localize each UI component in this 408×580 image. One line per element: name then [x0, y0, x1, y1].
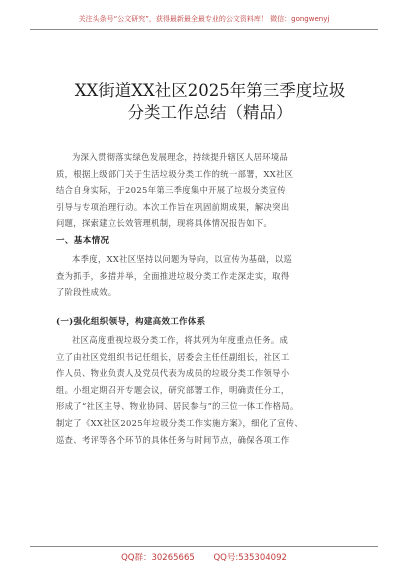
text-line: 组。小组定期召开专题会议，研究部署工作，明确责任分工， [56, 384, 290, 395]
text-line: 立了由社区党组织书记任组长，居委会主任任副组长，社区工 [56, 351, 290, 362]
text-line: 社区高度重视垃圾分类工作，将其列为年度重点任务。成 [72, 335, 289, 345]
subsection-paragraph [56, 332, 354, 448]
page-header-note: 关注头条号“公文研究”，获得最新最全最专业的公文资料库！ 微信：gongwenyj [30, 14, 378, 30]
section-paragraph [56, 251, 354, 301]
page-footer [30, 546, 378, 564]
title-line-2: 分类工作总结（精品） [127, 103, 293, 122]
footer-qq-group: QQ群：30265665 [121, 553, 195, 563]
text-line: 形成了“社区主导、物业协同、居民参与”的三位一体工作格局。 [56, 401, 299, 412]
subsection-heading: (一)强化组织领导，构建高效工作体系 [56, 317, 206, 327]
text-line: 问题，探索建立长效管理机制，现将具体情况报告如下。 [56, 218, 273, 229]
text-line: 制定了《XX社区2025年垃圾分类工作实施方案》，细化了宣传、 [56, 417, 304, 428]
title-line-1: XX街道XX社区2025年第三季度垃圾 [74, 81, 346, 100]
text-line: 为深入贯彻落实绿色发展理念，持续提升辖区人居环境品 [72, 152, 289, 162]
text-line: 本季度，XX社区坚持以问题为导向，以宣传为基础，以巡 [72, 254, 293, 264]
text-line: 查为抓手，多措并举，全面推进垃圾分类工作走深走实，取得 [56, 270, 290, 281]
text-line: 结合自身实际，于2025年第三季度集中开展了垃圾分类宣传 [56, 185, 287, 196]
section-heading: 一、基本情况 [56, 236, 110, 246]
document-title [60, 80, 360, 124]
text-line: 作人员、物业负责人及党员代表为成员的垃圾分类工作领导小 [56, 368, 290, 379]
text-line: 质，根据上级部门关于生活垃圾分类工作的统一部署，XX社区 [56, 168, 294, 179]
text-line: 引导与专项治理行动。本次工作旨在巩固前期成果，解决突出 [56, 201, 290, 212]
text-line: 巡查、考评等各个环节的具体任务与时间节点，确保各项工作 [56, 434, 290, 445]
footer-qq-number: QQ号:535304092 [213, 553, 287, 563]
intro-paragraph [56, 149, 354, 232]
text-line: 了阶段性成效。 [56, 287, 117, 298]
